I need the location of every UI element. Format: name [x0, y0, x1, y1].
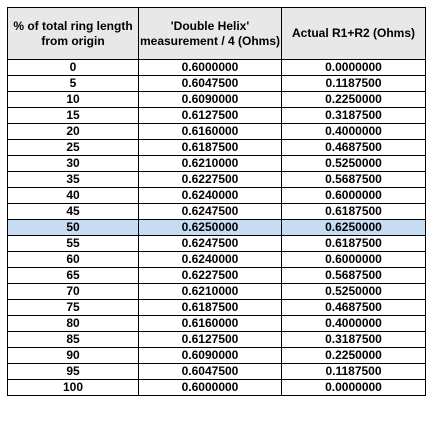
table-row [8, 60, 426, 76]
header-row [8, 8, 426, 60]
cell-double-helix-measurement: 0.6090000 [139, 92, 282, 108]
cell-ring-length-percent: 55 [8, 236, 139, 252]
table-row [8, 252, 426, 268]
cell-actual-r1-r2: 0.3187500 [282, 332, 426, 348]
cell-double-helix-measurement: 0.6247500 [139, 204, 282, 220]
table-row [8, 284, 426, 300]
cell-actual-r1-r2: 0.5250000 [282, 156, 426, 172]
cell-double-helix-measurement: 0.6000000 [139, 60, 282, 76]
cell-double-helix-measurement: 0.6210000 [139, 284, 282, 300]
cell-ring-length-percent: 65 [8, 268, 139, 284]
header-ring-length-percent: % of total ring length from origin [8, 8, 139, 60]
table-row [8, 156, 426, 172]
cell-double-helix-measurement: 0.6160000 [139, 124, 282, 140]
cell-double-helix-measurement: 0.6047500 [139, 364, 282, 380]
cell-actual-r1-r2: 0.3187500 [282, 108, 426, 124]
cell-double-helix-measurement: 0.6090000 [139, 348, 282, 364]
cell-ring-length-percent: 80 [8, 316, 139, 332]
table-row [8, 76, 426, 92]
cell-ring-length-percent: 20 [8, 124, 139, 140]
cell-actual-r1-r2: 0.5250000 [282, 284, 426, 300]
table-header [8, 8, 426, 60]
table-row [8, 236, 426, 252]
cell-actual-r1-r2: 0.4000000 [282, 124, 426, 140]
cell-ring-length-percent: 10 [8, 92, 139, 108]
cell-actual-r1-r2: 0.1187500 [282, 364, 426, 380]
resistance-table [7, 7, 426, 396]
cell-double-helix-measurement: 0.6210000 [139, 156, 282, 172]
cell-double-helix-measurement: 0.6160000 [139, 316, 282, 332]
cell-actual-r1-r2: 0.0000000 [282, 380, 426, 396]
cell-ring-length-percent: 75 [8, 300, 139, 316]
table-row [8, 300, 426, 316]
cell-double-helix-measurement: 0.6000000 [139, 380, 282, 396]
table-row [8, 268, 426, 284]
cell-actual-r1-r2: 0.6187500 [282, 236, 426, 252]
header-actual-r1-r2: Actual R1+R2 (Ohms) [282, 8, 426, 60]
table-row [8, 348, 426, 364]
cell-actual-r1-r2: 0.4687500 [282, 300, 426, 316]
table-row [8, 204, 426, 220]
table-row [8, 380, 426, 396]
cell-ring-length-percent: 95 [8, 364, 139, 380]
cell-double-helix-measurement: 0.6227500 [139, 268, 282, 284]
table-row [8, 332, 426, 348]
resistance-table-container [7, 7, 426, 396]
cell-ring-length-percent: 0 [8, 60, 139, 76]
cell-ring-length-percent: 90 [8, 348, 139, 364]
cell-actual-r1-r2: 0.5687500 [282, 172, 426, 188]
cell-double-helix-measurement: 0.6047500 [139, 76, 282, 92]
cell-double-helix-measurement: 0.6127500 [139, 108, 282, 124]
cell-ring-length-percent: 30 [8, 156, 139, 172]
cell-actual-r1-r2: 0.6187500 [282, 204, 426, 220]
cell-actual-r1-r2: 0.0000000 [282, 60, 426, 76]
cell-actual-r1-r2: 0.2250000 [282, 348, 426, 364]
cell-actual-r1-r2: 0.2250000 [282, 92, 426, 108]
cell-actual-r1-r2: 0.6000000 [282, 188, 426, 204]
cell-double-helix-measurement: 0.6127500 [139, 332, 282, 348]
table-body [8, 60, 426, 396]
table-row-highlighted [8, 220, 426, 236]
table-row [8, 364, 426, 380]
cell-double-helix-measurement: 0.6240000 [139, 252, 282, 268]
cell-ring-length-percent: 100 [8, 380, 139, 396]
cell-ring-length-percent: 50 [8, 220, 139, 236]
table-row [8, 316, 426, 332]
cell-ring-length-percent: 70 [8, 284, 139, 300]
cell-ring-length-percent: 40 [8, 188, 139, 204]
cell-ring-length-percent: 15 [8, 108, 139, 124]
cell-double-helix-measurement: 0.6187500 [139, 300, 282, 316]
cell-actual-r1-r2: 0.4000000 [282, 316, 426, 332]
cell-actual-r1-r2: 0.6000000 [282, 252, 426, 268]
table-row [8, 124, 426, 140]
table-row [8, 140, 426, 156]
cell-ring-length-percent: 85 [8, 332, 139, 348]
table-row [8, 92, 426, 108]
cell-ring-length-percent: 35 [8, 172, 139, 188]
cell-ring-length-percent: 45 [8, 204, 139, 220]
cell-double-helix-measurement: 0.6250000 [139, 220, 282, 236]
cell-ring-length-percent: 5 [8, 76, 139, 92]
cell-ring-length-percent: 60 [8, 252, 139, 268]
cell-double-helix-measurement: 0.6247500 [139, 236, 282, 252]
cell-actual-r1-r2: 0.1187500 [282, 76, 426, 92]
table-row [8, 108, 426, 124]
cell-double-helix-measurement: 0.6187500 [139, 140, 282, 156]
table-row [8, 172, 426, 188]
cell-double-helix-measurement: 0.6240000 [139, 188, 282, 204]
cell-actual-r1-r2: 0.5687500 [282, 268, 426, 284]
cell-actual-r1-r2: 0.4687500 [282, 140, 426, 156]
table-row [8, 188, 426, 204]
header-double-helix-measurement: 'Double Helix' measurement / 4 (Ohms) [139, 8, 282, 60]
cell-actual-r1-r2: 0.6250000 [282, 220, 426, 236]
cell-ring-length-percent: 25 [8, 140, 139, 156]
cell-double-helix-measurement: 0.6227500 [139, 172, 282, 188]
